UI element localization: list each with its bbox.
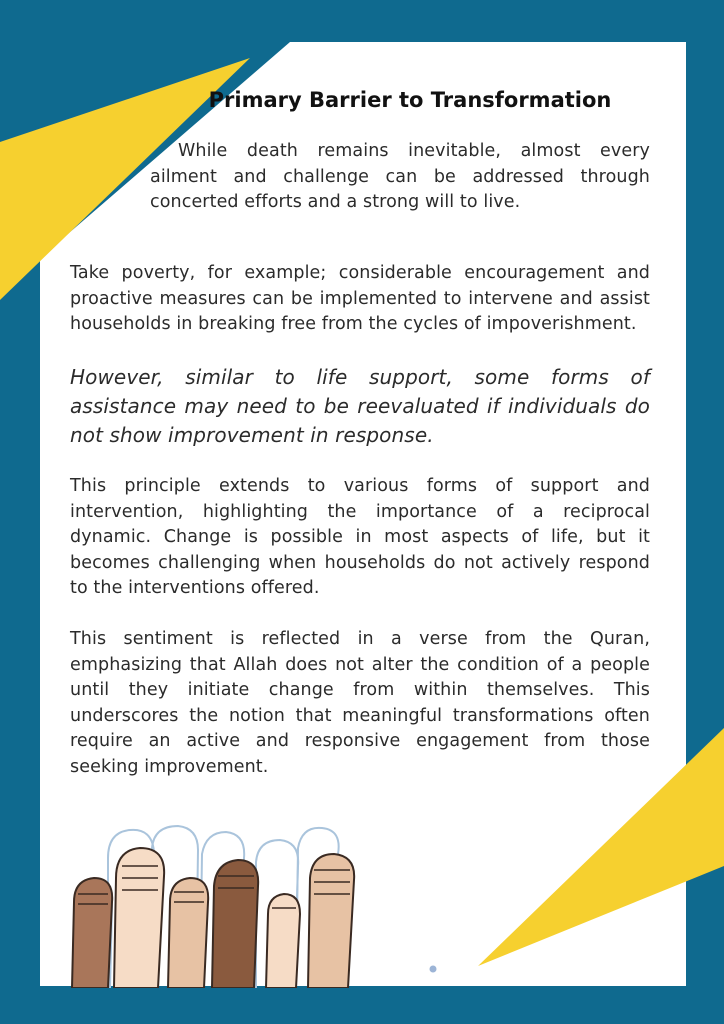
raised-fists-icon (60, 818, 370, 988)
page-title: Primary Barrier to Transformation (208, 88, 612, 112)
paragraph-poverty: Take poverty, for example; considerable encouragement and proactive measures can be implemented to intervene and assist households in breaking free from the cycles of impoverishment. (70, 263, 650, 334)
paragraph-principle: This principle extends to various forms of support and intervention, highlighting the importance of a reciprocal dynamic. Change is possible in most aspects of life, but it becomes challenging when households do not actively respond to the interventions offered. (70, 476, 650, 598)
paragraph-quran: This sentiment is reflected in a verse from the Quran, emphasizing that Allah does not alter the condition of a people until they initiate change from within themselves. This underscores the notion that meaningful transformations often require an active and responsive engagement from those seeking improvement. (70, 629, 650, 777)
paragraph-intro: While death remains inevitable, almost every ailment and challenge can be addressed through concerted efforts and a strong will to live. (150, 141, 650, 212)
paragraph-emphasis: However, similar to life support, some forms of assistance may need to be reevaluated if individuals do not show improvement in response. (70, 365, 650, 447)
